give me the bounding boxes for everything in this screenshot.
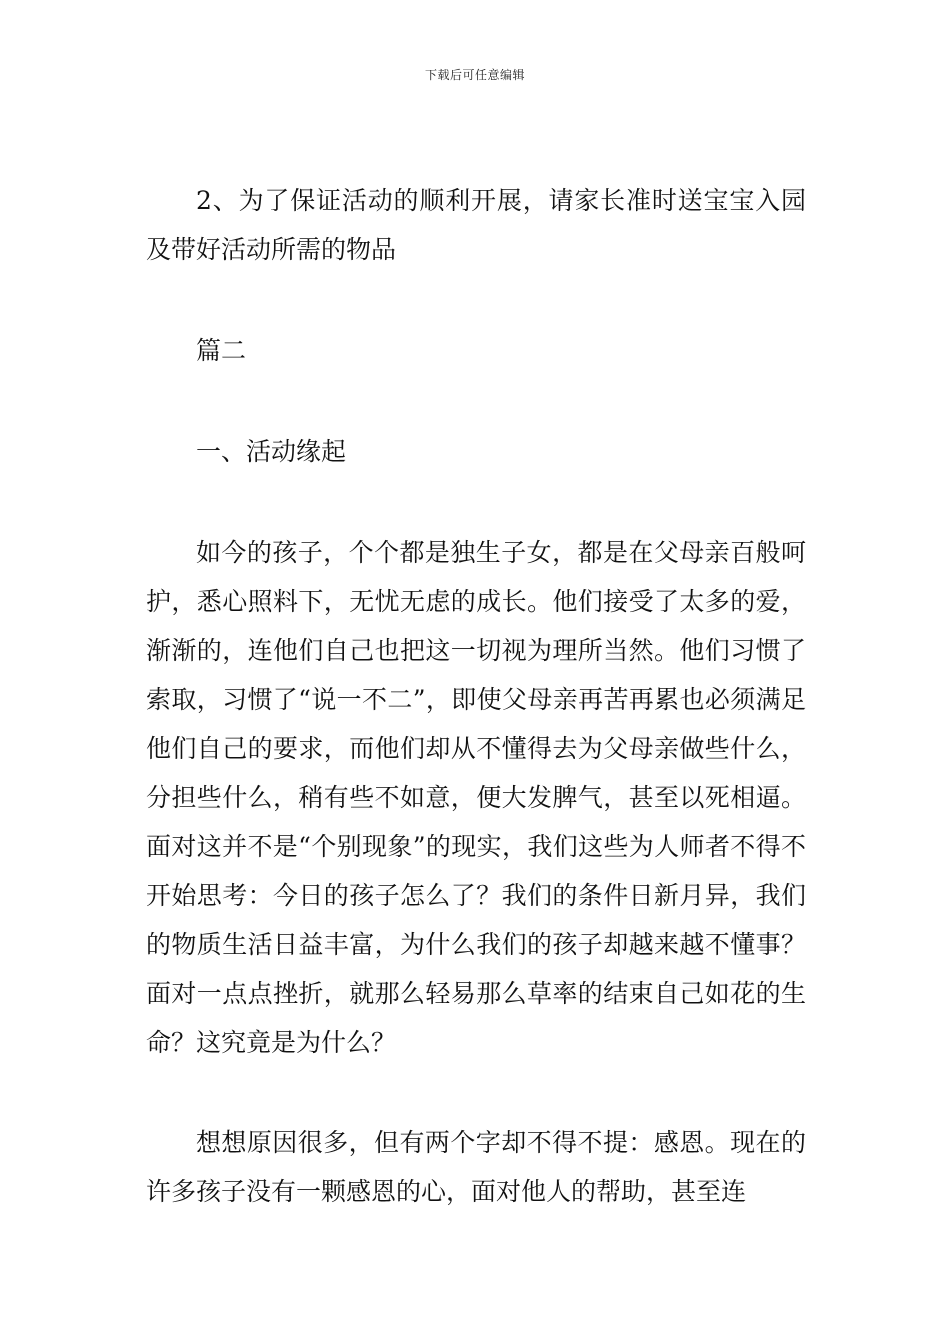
paragraph-body-1: 如今的孩子，个个都是独生子女，都是在父母亲百般呵护，悉心照料下，无忧无虑的成长。他们接受了太多的爱，渐渐的，连他们自己也把这一切视为理所当然。他们习惯了索取，习惯了“说一不二”，即使父母亲再苦再累也必须满足他们自己的要求，而他们却从不懂得去为父母亲做些什么，分担些什么，稍有些不如意，便大发脾气，甚至以死相逼。面对这并不是“个别现象”的现实，我们这些为人师者不得不开始思考：今日的孩子怎么了？我们的条件日新月异，我们的物质生活日益丰富，为什么我们的孩子却越来越不懂事？面对一点点挫折，就那么轻易那么草率的结束自己如花的生命？这究竟是为什么？ — [146, 538, 806, 1057]
paragraph-activity-item-2: 2、为了保证活动的顺利开展，请家长准时送宝宝入园及带好活动所需的物品 — [146, 186, 806, 264]
header-note: 下载后可任意编辑 — [424, 68, 525, 82]
document-body — [146, 176, 806, 1216]
section-heading-activity-origin: 一、活动缘起 — [196, 437, 347, 466]
section-heading-part-two: 篇二 — [196, 336, 247, 365]
paragraph-body-2: 想想原因很多，但有两个字却不得不提：感恩。现在的许多孩子没有一颗感恩的心，面对他人的帮助，甚至连 — [146, 1128, 806, 1206]
